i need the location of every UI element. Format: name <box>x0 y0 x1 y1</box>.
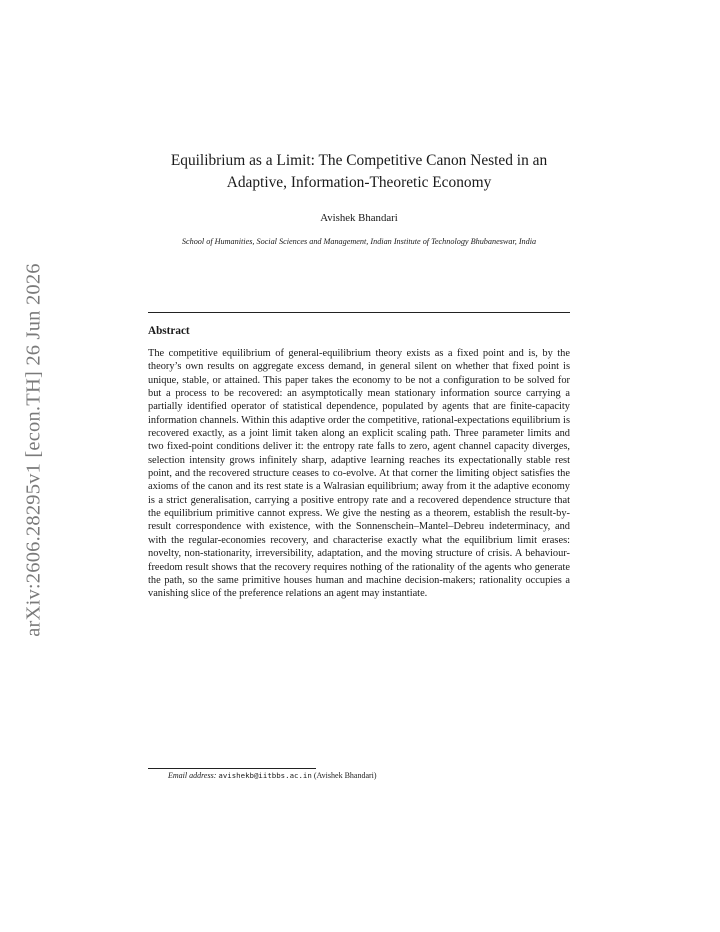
author-name: Avishek Bhandari <box>320 212 398 224</box>
footnote-email[interactable]: avishekb@iitbbs.ac.in <box>218 771 312 780</box>
abstract-heading: Abstract <box>148 325 190 337</box>
abstract-text: The competitive equilibrium of general-equilibrium theory exists as a fixed point and is, by the theory’s own results on aggregate excess demand, in general silent on whether that fixed point is unique, stable, or attained. This paper takes the economy to be not a configuration to be solved for but a process to be recovered: an asymptotically mean stationary information source carrying a partially identified operator of statistical dependence, populated by agents that are finite-capacity information channels. Within this adaptive order the competitive, rational-expectations equilibrium is recovered exactly, as a joint limit taken along an explicit scaling path. Three parameter limits and two fixed-point conditions deliver it: the entropy rate falls to zero, agent channel capacity diverges, selection intensity grows infinitely sharp, adaptive learning reaches its expectationally stable rest point, and the recovered structure ceases to co-evolve. At that corner the limiting object satisfies the axioms of the canon and its rest state is a Walrasian equilibrium; away from it the adaptive economy is a strict generalisation, carrying a positive entropy rate and a recovered dependence structure that the equilibrium primitive cannot express. We give the nesting as a theorem, establish the result-by-result correspondence with existence, with the Sonnenschein–Mantel–Debreu indeterminacy, and with the regular-economies recovery, and characterise exactly what the equilibrium limit erases: novelty, non-stationarity, irreversibility, adaptation, and the moving structure of crisis. A behaviour-freedom result shows that the recovery requires nothing of the rationality of the agents who generate the path, so the same primitive houses human and machine decision-makers; rationality occupies a vanishing slice of the preference relations an agent may instantiate. <box>148 348 570 600</box>
footnote-divider <box>148 768 316 769</box>
footnote-author-name: (Avishek Bhandari) <box>313 771 377 780</box>
footnote <box>168 771 377 780</box>
abstract-divider <box>148 312 570 313</box>
author-affiliation: School of Humanities, Social Sciences and Management, Indian Institute of Technology Bhubaneswar, India <box>181 237 537 246</box>
arxiv-identifier: arXiv:2606.28295v1 [econ.TH] 26 Jun 2026 <box>22 263 45 637</box>
footnote-email-label: Email address: <box>168 771 217 780</box>
paper-title: Equilibrium as a Limit: The Competitive Canon Nested in an Adaptive, Information-Theoretic Economy <box>170 152 548 191</box>
